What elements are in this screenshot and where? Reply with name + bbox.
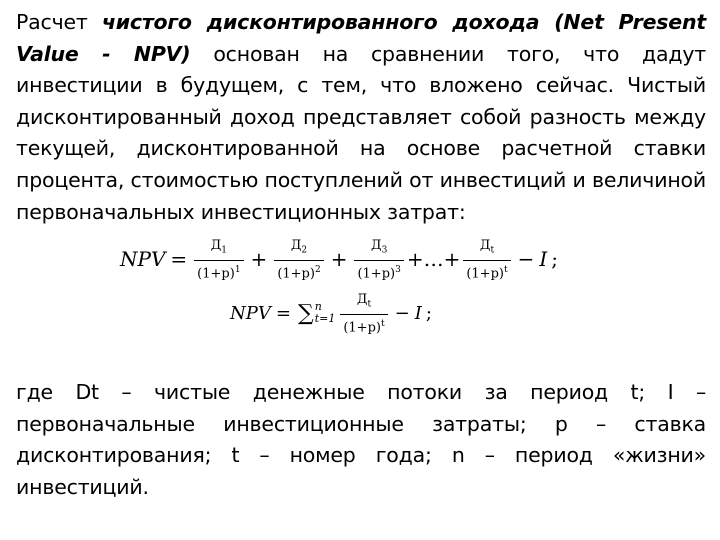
summation-sign xyxy=(298,301,335,325)
formula1-minus: − xyxy=(517,247,535,272)
npv-term-emphasis: чистого дисконтированного дохода (Net Present Value - NPV) xyxy=(16,10,706,66)
intro-before: Расчет xyxy=(16,10,102,34)
formula2-equals: = xyxy=(275,302,291,324)
formula1-term-3 xyxy=(354,238,403,281)
term3-numerator: $Д_3$ xyxy=(370,238,388,256)
formula2-term xyxy=(340,292,387,335)
formula2-denominator: $(1+p)^t$ xyxy=(340,314,387,335)
term3-denominator: $(1+p)^3$ xyxy=(354,260,403,281)
formula1-term-2 xyxy=(274,238,323,281)
formula1-end: ; xyxy=(551,247,559,272)
formula2-investment: I xyxy=(414,302,422,324)
term2-numerator: $Д_2$ xyxy=(290,238,308,256)
sigma-symbol: ∑ xyxy=(297,301,314,327)
summation-limits xyxy=(315,301,336,325)
formula1-investment: I xyxy=(539,247,548,272)
npv-expanded-formula xyxy=(120,238,558,281)
summation-upper: n xyxy=(314,300,322,314)
formula1-plus-1: + xyxy=(250,247,268,272)
term2-denominator: $(1+p)^2$ xyxy=(274,260,323,281)
termt-denominator: $(1+p)^t$ xyxy=(463,260,510,281)
intro-after: основан на сравнении того, что дадут инвестиции в будущем, с тем, что вложено сейчас. Чистый дисконтированный доход представляет собой разность между текущей, дисконтированной на основе расчетной ставки процента, стоимостью поступлений от инвестиций и величиной первоначальных инвестиционных затрат: xyxy=(16,41,706,224)
formula1-equals: = xyxy=(170,247,188,272)
formula2-minus: − xyxy=(394,302,410,324)
formula1-term-t xyxy=(463,238,510,281)
npv-sum-formula xyxy=(230,292,432,335)
formula2-end: ; xyxy=(425,302,432,324)
formula1-ellipsis: +…+ xyxy=(406,247,461,272)
intro-paragraph xyxy=(16,7,706,228)
term1-numerator: $Д_1$ xyxy=(210,238,228,256)
formula2-lhs: NPV xyxy=(230,302,271,324)
formula1-lhs: NPV xyxy=(120,247,166,272)
formula1-plus-2: + xyxy=(330,247,348,272)
summation-lower: t=1 xyxy=(314,312,336,326)
definitions-paragraph: где Dt – чистые денежные потоки за период t; I – первоначальные инвестиционные затраты; p – ставка дисконтирования; t – номер года; n – период «жизни» инвестиций. xyxy=(16,380,706,499)
formula1-term-1 xyxy=(194,238,243,281)
termt-numerator: $Д_t$ xyxy=(479,238,495,256)
term1-denominator: $(1+p)^1$ xyxy=(194,260,243,281)
formula2-numerator: $Д_t$ xyxy=(356,292,372,310)
